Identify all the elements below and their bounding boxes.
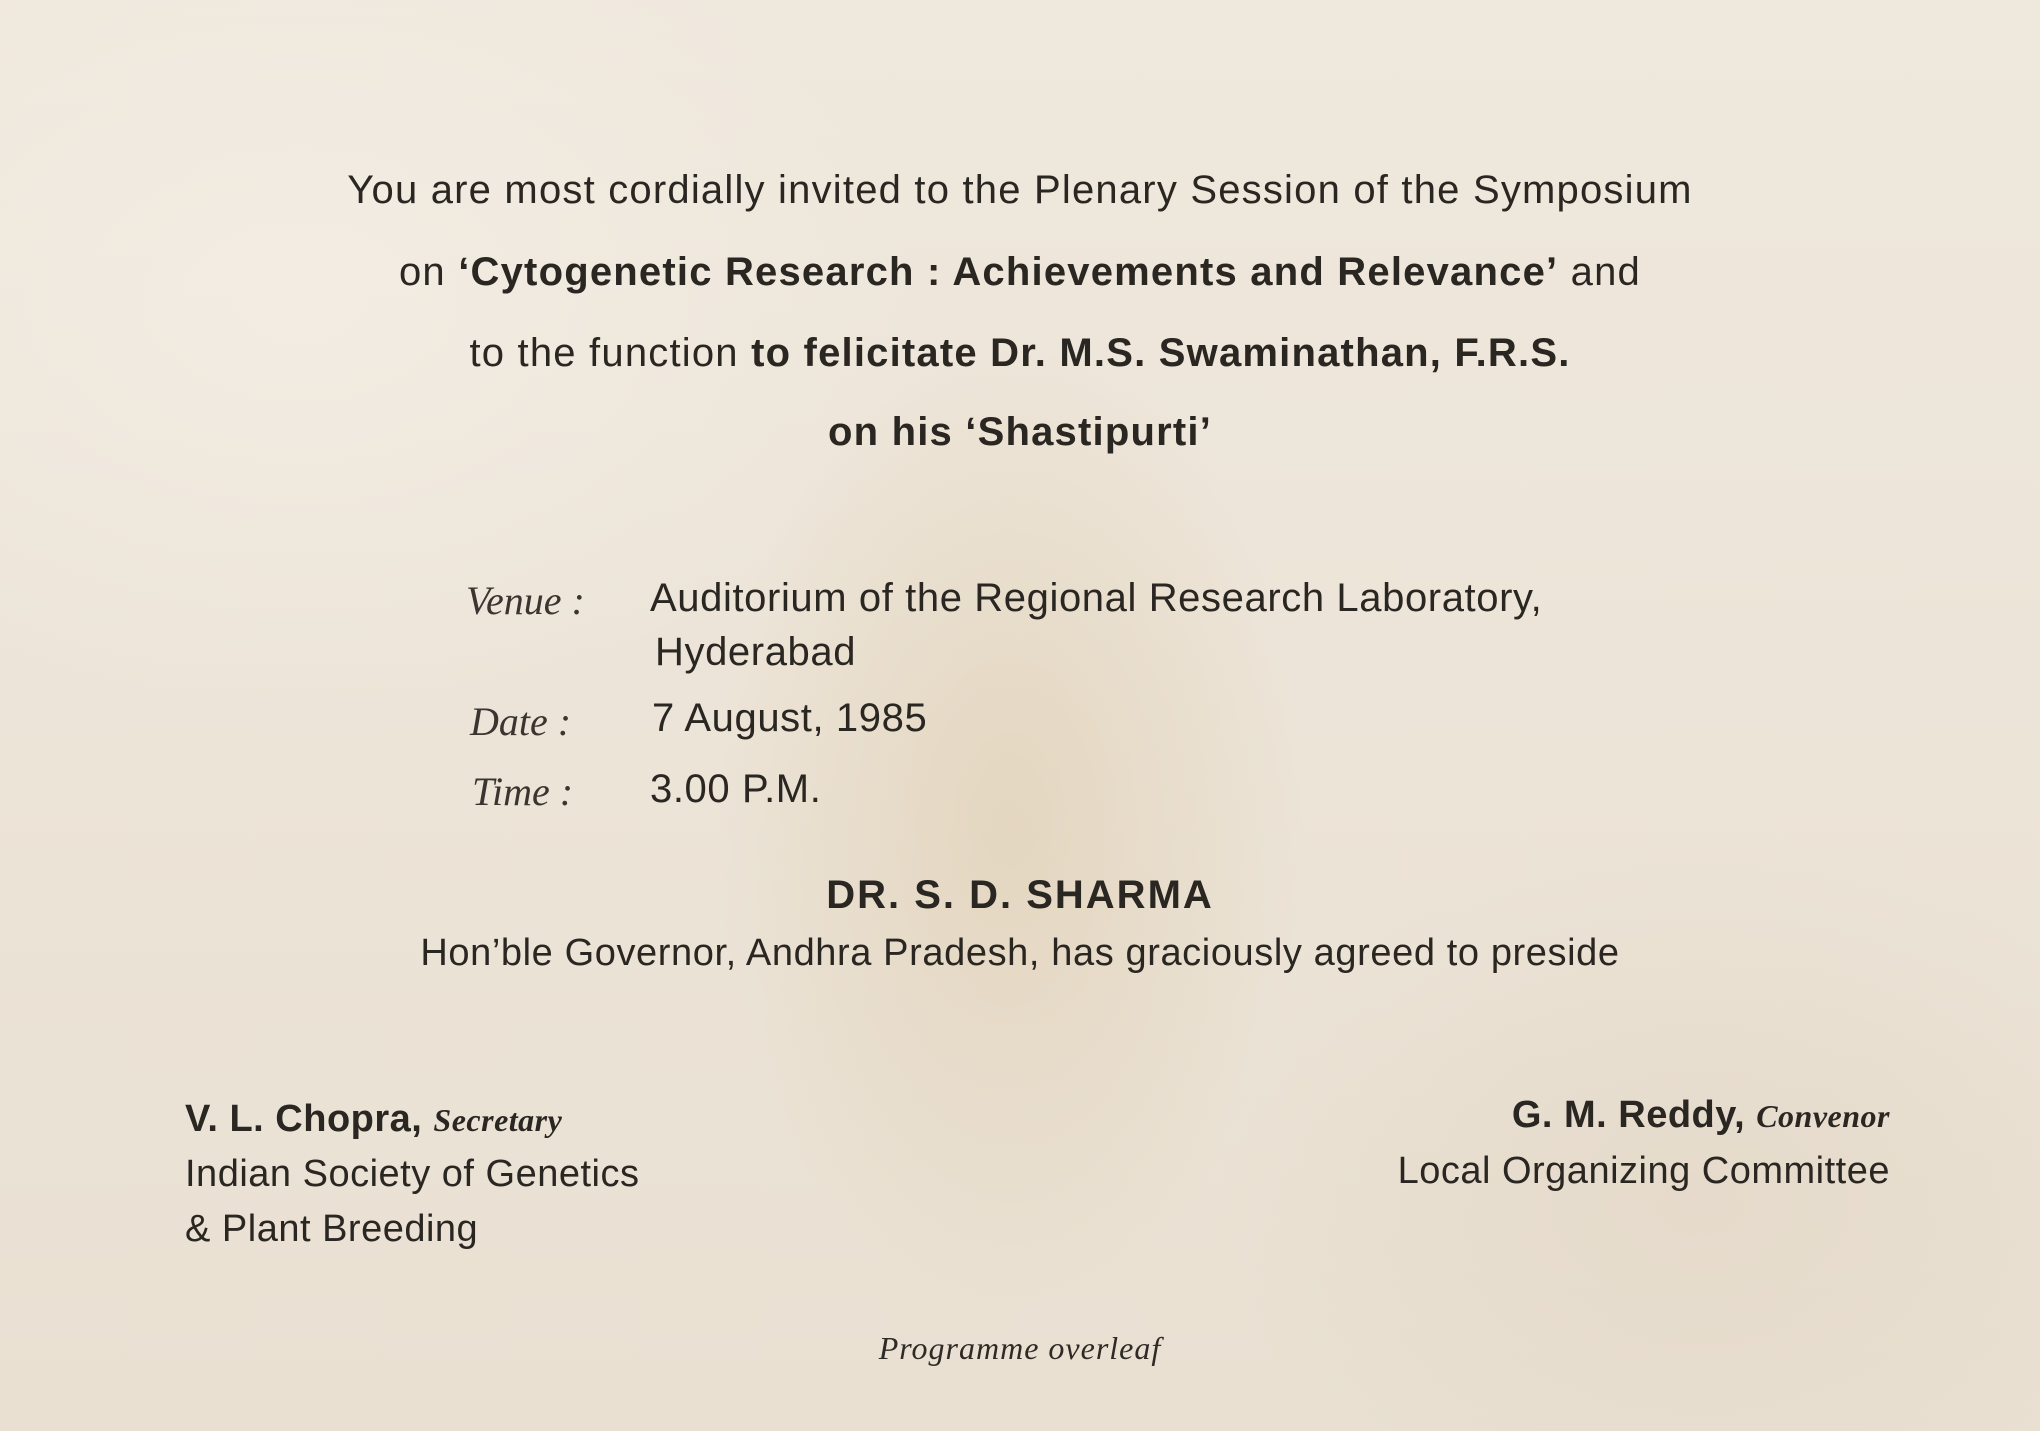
presiding-name-text: DR. S. D. SHARMA (826, 873, 1214, 917)
left-signatory-role: Secretary (433, 1102, 563, 1138)
right-signatory-org-line-1: Local Organizing Committee (1397, 1150, 1890, 1192)
invitation-text: and (1558, 250, 1641, 294)
invitation-line-3 (0, 331, 2040, 376)
presiding-description: Hon’ble Governor, Andhra Pradesh, has graciously agreed to preside (420, 932, 1620, 974)
invitation-line-4 (0, 410, 2040, 455)
symposium-title: ‘Cytogenetic Research : Achievements and Relevance’ (458, 250, 1559, 294)
programme-overleaf-note: Programme overleaf (878, 1330, 1162, 1366)
left-signatory-org-line-2: & Plant Breeding (185, 1208, 479, 1250)
right-signatory-name-line (1512, 1094, 1890, 1137)
invitation-text: on (398, 250, 459, 294)
date-value: 7 August, 1985 (652, 696, 928, 740)
invitation-text: You are most cordially invited to the Plenary Session of the Symposium (347, 168, 1693, 212)
venue-label: Venue : (466, 578, 585, 623)
right-signatory-name: G. M. Reddy, (1511, 1094, 1746, 1136)
invitation-text: to the function (469, 331, 752, 375)
occasion-text: on his ‘Shastipurti’ (827, 410, 1213, 454)
date-label: Date : (470, 699, 572, 744)
left-signatory-name-line (185, 1098, 562, 1141)
invitation-line-1 (0, 168, 2040, 213)
presiding-text (0, 932, 2040, 975)
left-signatory-name: V. L. Chopra, (185, 1098, 423, 1140)
time-value: 3.00 P.M. (650, 767, 822, 811)
invitation-line-2 (0, 250, 2040, 295)
left-signatory-org-line-1: Indian Society of Genetics (185, 1153, 640, 1195)
felicitation-text: to felicitate Dr. M.S. Swaminathan, F.R.S. (751, 331, 1571, 375)
venue-value-line-2: Hyderabad (655, 630, 857, 674)
right-signatory-role: Convenor (1756, 1098, 1890, 1134)
presiding-name (0, 873, 2040, 918)
venue-value-line-1: Auditorium of the Regional Research Laboratory, (650, 576, 1543, 620)
time-label: Time : (472, 769, 574, 814)
